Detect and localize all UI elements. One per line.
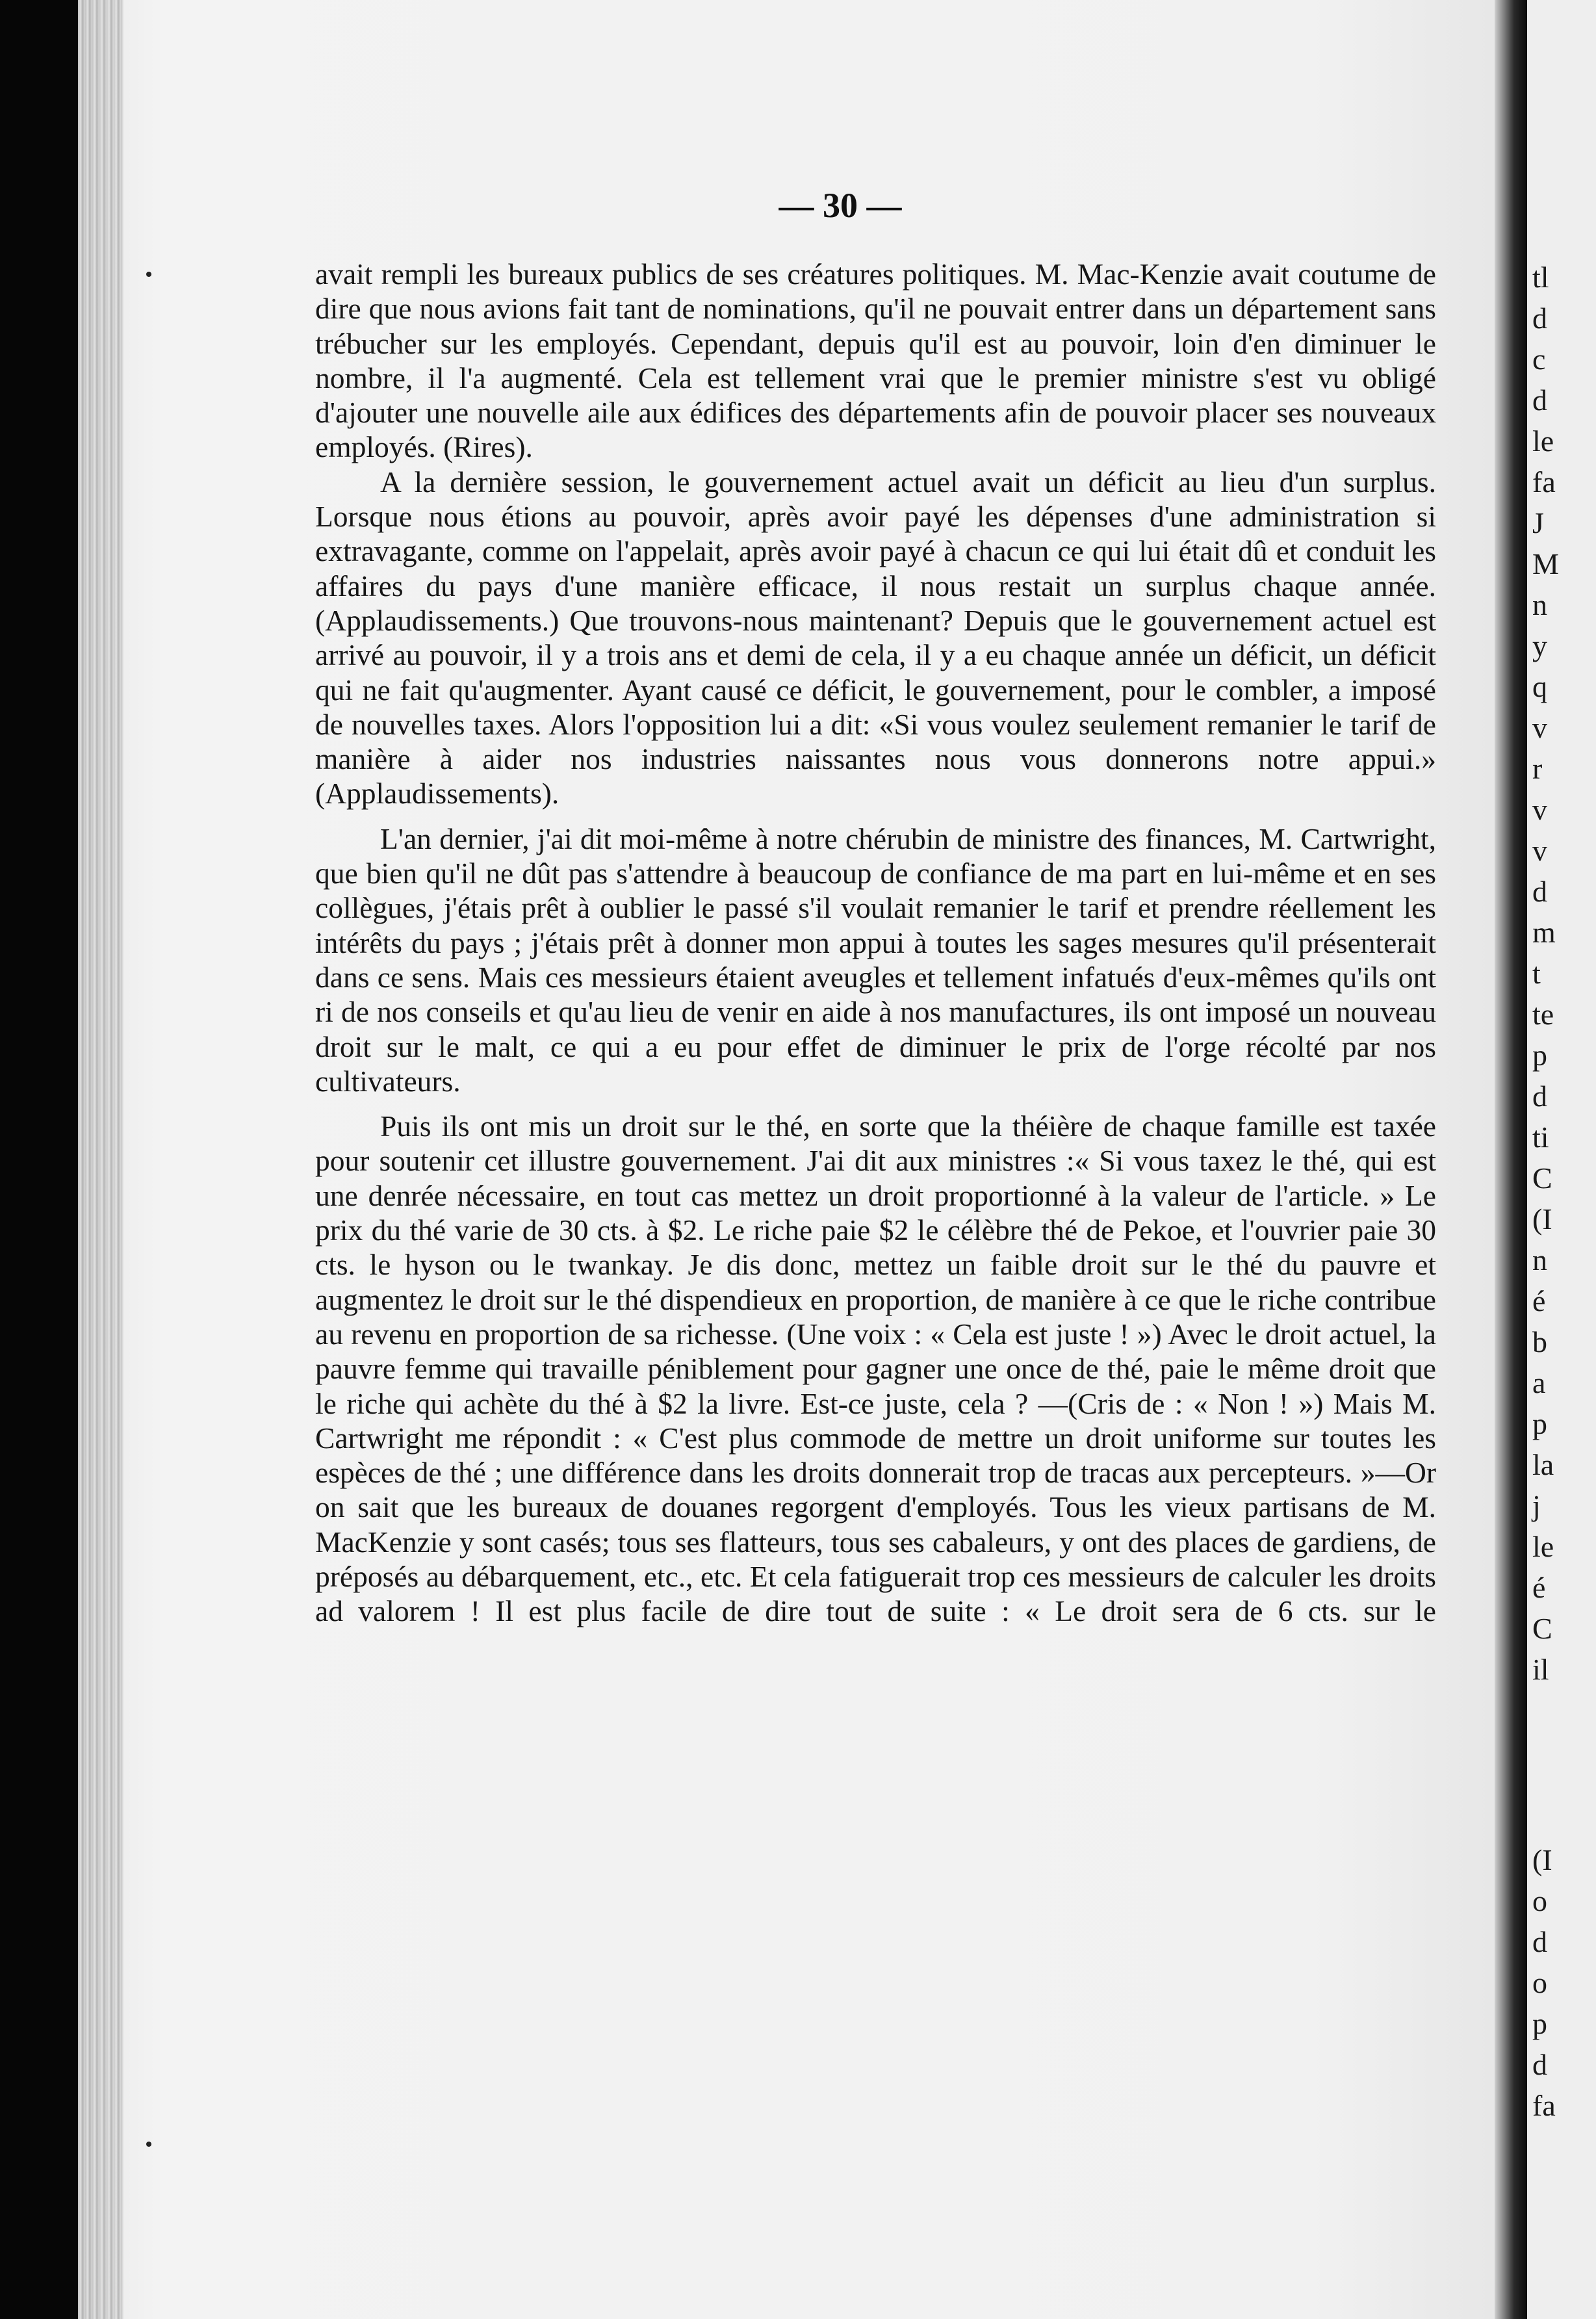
paragraph-4: Puis ils ont mis un droit sur le thé, en sorte que la théière de chaque famille est taxée pour soutenir cet illustre gouvernement. J'ai dit aux ministres :« Si vous taxez le thé, qui est une denrée nécessaire, en tout cas mettez un droit proportionné à la valeur de l'article. » Le prix du thé varie de 30 cts. à $2. Le riche paie $2 le célèbre thé de Pekoe, et l'ouvrier paie 30 cts. le hyson ou le twankay. Je dis donc, mettez un faible droit sur le thé du pauvre et augmentez le droit sur le thé dispendieux en proportion, de manière à ce que le riche contribue au revenu en proportion de sa richesse. (Une voix : « Cela est juste ! ») Avec le droit actuel, la pauvre femme qui travaille péniblement pour gagner une once de thé, paie le même droit que le riche qui achète du thé à $2 la livre. Est-ce juste, cela ? —(Cris de : « Non ! ») Mais M. Cartwright me répondit : « C'est plus commode de mettre un droit uniforme sur toutes les espèces de thé ; une différence dans les droits donnerait trop de tracas aux percepteurs. »—Or on sait que les bureaux de douanes regorgent d'employés. Tous les vieux partisans de M. MacKenzie y sont casés; tous ses flatteurs, tous ses cabaleurs, y ont des places de gardiens, de préposés au débarquement, etc., etc. Et cela fatiguerait trop ces messieurs de calculer les droits ad valorem ! Il est plus facile de dire tout de suite : « Le droit sera de 6 cts. sur le bbox=[315, 1109, 1436, 1628]
paragraph-3: L'an dernier, j'ai dit moi-même à notre chérubin de ministre des finances, M. Cartwright, que bien qu'il ne dût pas s'attendre à beaucoup de confiance de ma part en lui-même et en ses collègues, j'étais prêt à oublier le passé s'il voulait remanier le tarif et prendre réellement les intérêts du pays ; j'étais prêt à donner mon appui à toutes les sages mesures qu'il présenterait dans ce sens. Mais ces messieurs étaient aveugles et tellement infatués d'eux-mêmes qu'ils ont ri de nos conseils et qu'au lieu de venir en aide à nos manufactures, ils ont imposé un nouveau droit sur le malt, ce qui a eu pour effet de diminuer le prix de l'orge récolté par nos cultivateurs. bbox=[315, 822, 1436, 1098]
next-page-fragment: d bbox=[1532, 383, 1547, 417]
next-page-fragment: tl bbox=[1532, 261, 1549, 294]
next-page-fragment: M bbox=[1532, 547, 1559, 580]
next-page-fragment: ti bbox=[1532, 1121, 1549, 1154]
next-page-fragment: v bbox=[1532, 711, 1547, 744]
next-page-fragment: J bbox=[1532, 506, 1544, 539]
next-page-fragment: d bbox=[1532, 875, 1547, 908]
next-page-fragment: n bbox=[1532, 588, 1547, 621]
paragraph-2: A la dernière session, le gouvernement actuel avait un déficit au lieu d'un surplus. Lorsque nous étions au pouvoir, après avoir payé les dépenses d'une administration si extravagante, comme on l'appelait, après avoir payé à chacun ce qui lui était dû et conduit les affaires du pays d'une manière efficace, il nous restait un surplus chaque année. (Applaudissements.) Que trouvons-nous maintenant? Depuis que le gouvernement actuel est arrivé au pouvoir, il y a trois ans et demi de cela, il y a eu chaque année un déficit, un déficit qui ne fait qu'augmenter. Ayant causé ce déficit, le gouvernement, pour le combler, a imposé de nouvelles taxes. Alors l'opposition lui a dit: «Si vous voulez seulement remanier le tarif de manière à aider nos industries naissantes nous vous donnerons notre appui.» (Applaudissements). bbox=[315, 465, 1436, 810]
next-page-fragment: d bbox=[1532, 2048, 1547, 2081]
next-page-fragment: C bbox=[1532, 1161, 1552, 1195]
next-page-fragment: y bbox=[1532, 629, 1547, 662]
next-page-fragment: le bbox=[1532, 424, 1554, 458]
next-page-fragment: t bbox=[1532, 957, 1541, 990]
next-page-fragment: la bbox=[1532, 1448, 1554, 1481]
next-page-fragment: b bbox=[1532, 1325, 1547, 1358]
next-page-fragment: C bbox=[1532, 1612, 1552, 1645]
speck-mark bbox=[146, 272, 151, 277]
next-page-fragment: n bbox=[1532, 1243, 1547, 1276]
speck-mark bbox=[146, 2142, 151, 2147]
next-page-fragment: (I bbox=[1532, 1843, 1552, 1876]
paragraph-1: avait rempli les bureaux publics de ses créatures politiques. M. Mac-Kenzie avait coutume de dire que nous avions fait tant de nominations, qu'il ne pouvait entrer dans un département sans trébucher sur les employés. Cependant, depuis qu'il est au pouvoir, loin d'en diminuer le nombre, il l'a augmenté. Cela est tellement vrai que le premier ministre s'est vu obligé d'ajouter une nouvelle aile aux édifices des départements afin de pouvoir placer ses nouveaux employés. (Rires). bbox=[315, 257, 1436, 464]
next-page-fragment: te bbox=[1532, 998, 1554, 1031]
next-page-fragment: d bbox=[1532, 302, 1547, 335]
next-page-fragment: é bbox=[1532, 1284, 1546, 1317]
next-page-edge bbox=[1527, 0, 1596, 2319]
next-page-fragment: v bbox=[1532, 834, 1547, 867]
next-page-fragment: o bbox=[1532, 1884, 1547, 1917]
next-page-fragment: p bbox=[1532, 2007, 1547, 2040]
next-page-fragment: r bbox=[1532, 752, 1543, 785]
next-page-fragment: q bbox=[1532, 670, 1547, 703]
page-edges bbox=[78, 0, 123, 2319]
next-page-fragment: c bbox=[1532, 343, 1546, 376]
next-page-fragment: é bbox=[1532, 1571, 1546, 1604]
next-page-fragment: v bbox=[1532, 793, 1547, 826]
body-text bbox=[315, 257, 1436, 1629]
next-page-fragment: j bbox=[1532, 1489, 1541, 1522]
next-page-fragment: fa bbox=[1532, 465, 1556, 499]
next-page-fragment: p bbox=[1532, 1407, 1547, 1440]
next-page-fragment: o bbox=[1532, 1966, 1547, 1999]
next-page-fragment: fa bbox=[1532, 2089, 1556, 2122]
next-page-fragment: (I bbox=[1532, 1202, 1552, 1236]
next-page-fragment: p bbox=[1532, 1039, 1547, 1072]
next-page-fragment: a bbox=[1532, 1366, 1546, 1399]
page-number: — 30 — bbox=[779, 186, 902, 225]
next-page-fragment: il bbox=[1532, 1653, 1549, 1686]
next-page-fragment: d bbox=[1532, 1925, 1547, 1958]
next-page-fragment: d bbox=[1532, 1080, 1547, 1113]
next-page-fragment: le bbox=[1532, 1530, 1554, 1563]
next-page-fragment: m bbox=[1532, 916, 1556, 949]
book-gutter bbox=[1495, 0, 1527, 2319]
